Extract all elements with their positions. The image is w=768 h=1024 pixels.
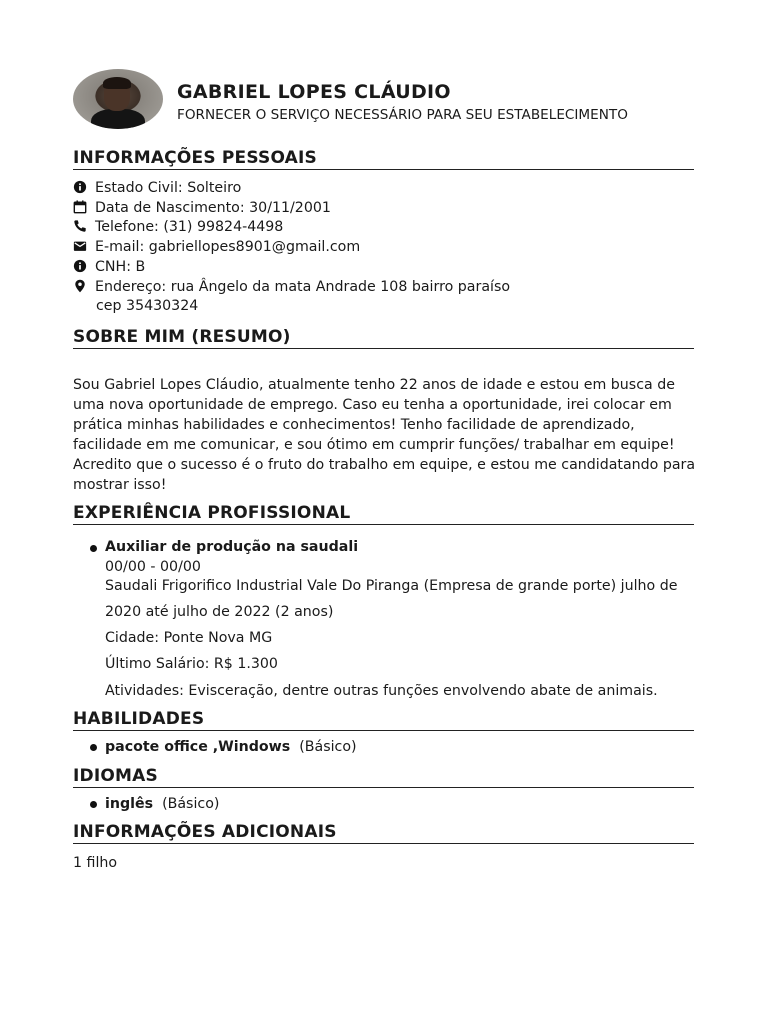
bullet (90, 801, 97, 808)
info-marital-status: Estado Civil: Solteiro (73, 178, 241, 198)
info-icon (73, 259, 89, 273)
info-email: E-mail: gabriellopes8901@gmail.com (73, 237, 360, 257)
job-salary: Último Salário: R$ 1.300 (105, 656, 278, 672)
bullet (90, 545, 97, 552)
resume-header (73, 69, 703, 131)
section-title-about: SOBRE MIM (RESUMO) (73, 327, 694, 349)
info-address: Endereço: rua Ângelo da mata Andrade 108 bairro paraíso (73, 277, 510, 297)
info-birth-date: Data de Nascimento: 30/11/2001 (73, 198, 331, 218)
job-city: Cidade: Ponte Nova MG (105, 630, 273, 646)
job-period: 2020 até julho de 2022 (2 anos) (105, 604, 334, 620)
info-icon (73, 180, 89, 194)
additional-info-text: 1 filho (73, 855, 118, 871)
job-activities: Atividades: Evisceração, dentre outras funções envolvendo abate de animais. (105, 683, 658, 699)
job-company: Saudali Frigorifico Industrial Vale Do Piranga (Empresa de grande porte) julho de (105, 578, 678, 594)
bullet (90, 744, 97, 751)
job-dates: 00/00 - 00/00 (105, 559, 201, 575)
section-title-additional: INFORMAÇÕES ADICIONAIS (73, 822, 694, 844)
job-title: Auxiliar de produção na saudali (105, 539, 359, 555)
phone-icon (73, 219, 89, 233)
calendar-icon (73, 200, 89, 214)
section-title-experience: EXPERIÊNCIA PROFISSIONAL (73, 503, 694, 525)
candidate-name: GABRIEL LOPES CLÁUDIO (177, 81, 451, 103)
info-address-zip: cep 35430324 (96, 298, 199, 314)
about-summary: Sou Gabriel Lopes Cláudio, atualmente tenho 22 anos de idade e estou em busca de uma nova oportunidade de emprego. Caso eu tenha a oportunidade, irei colocar em prática minhas habilidades e conhecimentos! Tenho facilidade de aprendizado, facilidade em me comunicar, e sou ótimo em cumprir funções/ trabalhar em equipe! Acredito que o sucesso é o fruto do trabalho em equipe, e estou me candidatando para mostrar isso! (73, 377, 696, 493)
info-phone: Telefone: (31) 99824-4498 (73, 217, 283, 237)
section-title-languages: IDIOMAS (73, 766, 694, 788)
avatar (73, 69, 163, 129)
skill-item: pacote office ,Windows (Básico) (105, 739, 357, 755)
section-title-skills: HABILIDADES (73, 709, 694, 731)
info-driver-license: CNH: B (73, 257, 145, 277)
candidate-objective: FORNECER O SERVIÇO NECESSÁRIO PARA SEU ESTABELECIMENTO (177, 107, 628, 123)
language-item: inglês (Básico) (105, 796, 220, 812)
section-title-personal: INFORMAÇÕES PESSOAIS (73, 148, 694, 170)
location-pin-icon (73, 279, 89, 293)
mail-icon (73, 239, 89, 253)
